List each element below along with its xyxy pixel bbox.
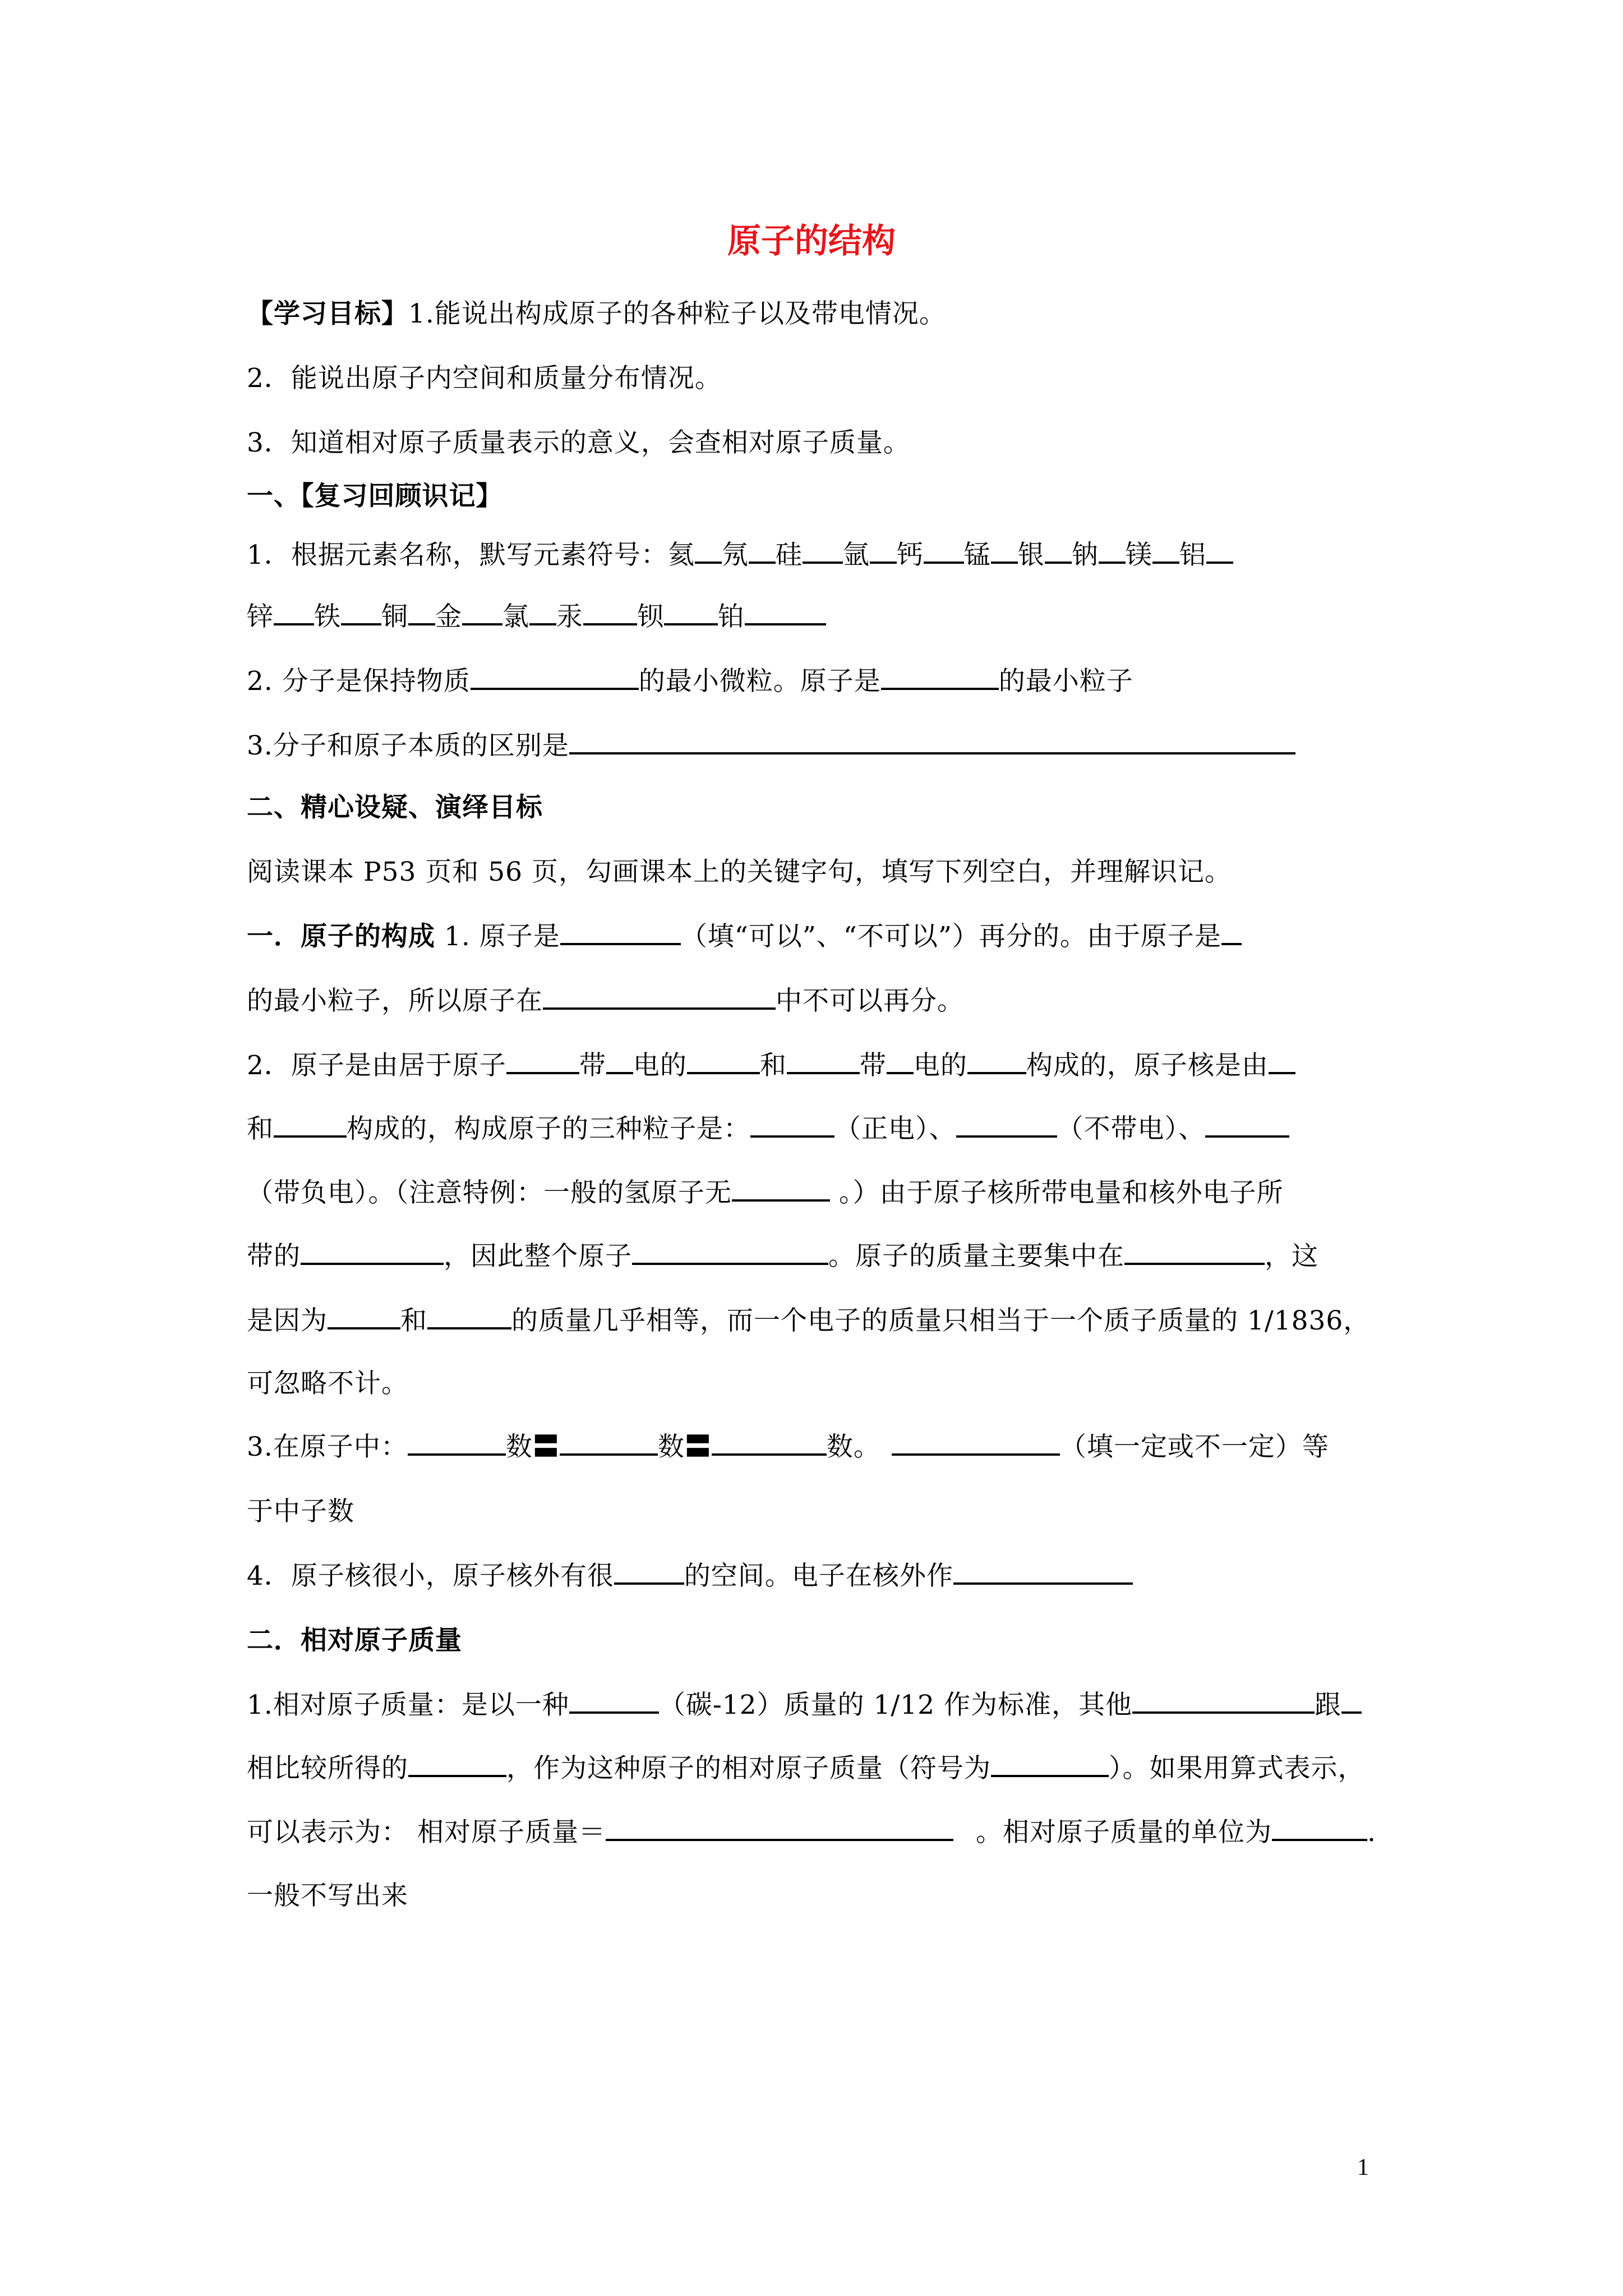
blank[interactable] xyxy=(427,1305,511,1329)
text-segment: 铁 xyxy=(314,601,341,632)
nucleus-space-line xyxy=(247,1557,1436,1596)
text-segment: 构成的，原子核是由 xyxy=(1026,1050,1269,1081)
text-segment: 的最小粒子，所以原子在 xyxy=(247,986,543,1016)
text-segment: 电的 xyxy=(633,1050,687,1081)
blank[interactable] xyxy=(606,1816,953,1841)
text-segment: 氯 xyxy=(502,601,529,632)
text-segment: 氖 xyxy=(721,540,749,570)
blank[interactable] xyxy=(408,1431,506,1456)
text-segment: （带负电）。（注意特例：一般的氢原子无 xyxy=(247,1177,732,1208)
atom-composition-line-1 xyxy=(247,917,1436,956)
blank[interactable] xyxy=(583,601,637,625)
text-segment: 。原子的质量主要集中在 xyxy=(828,1241,1124,1272)
blank[interactable] xyxy=(1205,1113,1289,1138)
blank[interactable] xyxy=(712,1431,827,1456)
text-segment: 一．原子的构成 xyxy=(247,921,435,952)
text-segment: 3.分子和原子本质的区别是 xyxy=(247,730,569,761)
atom-structure-line-2 xyxy=(247,1110,1436,1149)
atom-structure-line-1 xyxy=(247,1046,1436,1085)
text-segment: 的最小微粒。原子是 xyxy=(638,666,881,697)
text-segment: 1.能说出构成原子的各种粒子以及带电情况。 xyxy=(408,298,946,329)
text-segment: 锰 xyxy=(963,540,991,570)
text-segment: 4．原子核很小，原子核外有很 xyxy=(247,1561,614,1591)
text-segment: 钡 xyxy=(637,601,664,632)
text-segment: 电的 xyxy=(913,1050,967,1081)
blank[interactable] xyxy=(328,1305,400,1329)
objective-line-3: 3．知道相对原子质量表示的意义，会查相对原子质量。 xyxy=(247,427,910,458)
blank[interactable] xyxy=(560,921,681,945)
text-segment: 2. 分子是保持物质 xyxy=(247,666,471,697)
text-segment: 汞 xyxy=(556,601,583,632)
text-segment: 数。 xyxy=(826,1432,880,1462)
relative-mass-line-1 xyxy=(247,1686,1436,1725)
blank[interactable] xyxy=(614,1560,684,1585)
blank[interactable] xyxy=(732,1177,830,1202)
text-segment: 可以表示为： 相对原子质量＝ xyxy=(247,1817,606,1848)
blank[interactable] xyxy=(1221,921,1242,945)
blank[interactable] xyxy=(953,1560,1133,1585)
reading-instruction: 阅读课本 P53 页和 56 页，勾画课本上的关键字句，填写下列空白，并理解识记。 xyxy=(247,857,1232,887)
blank[interactable] xyxy=(408,1752,506,1777)
blank[interactable] xyxy=(1132,1689,1315,1714)
text-segment: 和 xyxy=(247,1114,274,1144)
text-segment: 相比较所得的 xyxy=(247,1753,408,1784)
page-number: 1 xyxy=(1357,2155,1369,2180)
text-segment: 1. 原子是 xyxy=(435,921,560,952)
atom-structure-line-3 xyxy=(247,1174,1436,1213)
text-segment: 钠 xyxy=(1071,540,1099,570)
blank[interactable] xyxy=(569,730,1295,754)
blank[interactable] xyxy=(341,601,381,625)
relative-mass-line-3 xyxy=(247,1813,1436,1852)
text-segment: 1.相对原子质量：是以一种 xyxy=(247,1690,569,1720)
text-segment: 带 xyxy=(859,1050,887,1081)
relative-mass-line-2 xyxy=(247,1749,1436,1788)
molecule-definition-line xyxy=(247,662,1436,701)
text-segment: 。）由于原子核所带电量和核外电子所 xyxy=(830,1177,1284,1208)
atom-numbers-line-2: 于中子数 xyxy=(247,1496,354,1527)
atom-structure-line-6: 可忽略不计。 xyxy=(247,1368,408,1399)
text-segment: （填“可以”、“不可以”）再分的。由于原子是 xyxy=(680,921,1221,952)
blank[interactable] xyxy=(892,1431,1060,1456)
text-segment: 带的 xyxy=(247,1241,301,1272)
text-segment: 数 xyxy=(657,1432,685,1462)
blank[interactable] xyxy=(471,665,639,690)
blank[interactable] xyxy=(1045,539,1072,564)
blank[interactable] xyxy=(1099,539,1126,564)
blank[interactable] xyxy=(569,1689,659,1714)
text-segment: 镁 xyxy=(1125,540,1152,570)
page-title: 原子的结构 xyxy=(727,222,896,261)
text-segment: 3.在原子中： xyxy=(247,1432,408,1462)
text-segment: 的质量几乎相等，而一个电子的质量只相当于一个质子质量的 1/1836， xyxy=(511,1305,1371,1336)
text-segment: 铝 xyxy=(1179,540,1206,570)
text-segment: 是因为 xyxy=(247,1305,328,1336)
blank[interactable] xyxy=(1152,539,1179,564)
blank[interactable] xyxy=(543,985,776,1010)
text-segment: 钙 xyxy=(896,540,924,570)
text-segment: 铜 xyxy=(381,601,408,632)
blank[interactable] xyxy=(529,601,556,625)
text-segment: （填一定或不一定）等 xyxy=(1059,1432,1329,1462)
text-segment: 1．根据元素名称，默写元素符号：氦 xyxy=(247,540,695,570)
blank[interactable] xyxy=(1341,1689,1362,1714)
element-symbols-line-2 xyxy=(247,597,1436,637)
objective-line-2: 2．能说出原子内空间和质量分布情况。 xyxy=(247,363,722,394)
atom-structure-line-4 xyxy=(247,1237,1436,1276)
blank[interactable] xyxy=(274,601,314,625)
blank[interactable] xyxy=(787,1050,860,1074)
blank[interactable] xyxy=(870,539,897,564)
text-segment: . xyxy=(1367,1817,1376,1848)
blank[interactable] xyxy=(1269,1050,1295,1074)
blank[interactable] xyxy=(887,1050,914,1074)
text-segment: 带 xyxy=(579,1050,606,1081)
blank[interactable] xyxy=(749,539,776,564)
section-heading-review: 一、【复习回顾识记】 xyxy=(247,481,503,512)
text-segment: 铂 xyxy=(718,601,745,632)
blank[interactable] xyxy=(1272,1816,1367,1841)
text-segment: 的最小粒子 xyxy=(998,666,1133,697)
blank[interactable] xyxy=(991,539,1018,564)
element-symbols-line-1 xyxy=(247,536,1436,575)
text-segment: 〓 xyxy=(684,1432,712,1462)
atom-structure-line-5 xyxy=(247,1301,1436,1341)
blank[interactable] xyxy=(664,601,718,625)
blank[interactable] xyxy=(924,539,964,564)
blank[interactable] xyxy=(881,665,999,690)
text-segment: （正电）、 xyxy=(834,1114,956,1144)
text-segment: 2．原子是由居于原子 xyxy=(247,1050,506,1081)
blank[interactable] xyxy=(408,601,435,625)
text-segment: ，作为这种原子的相对原子质量（符号为 xyxy=(506,1753,991,1784)
text-segment: 硅 xyxy=(775,540,803,570)
blank[interactable] xyxy=(1206,539,1233,564)
text-segment: 银 xyxy=(1017,540,1045,570)
blank[interactable] xyxy=(274,1113,347,1138)
text-segment: （碳-12）质量的 1/12 作为标准，其他 xyxy=(658,1690,1132,1720)
blank[interactable] xyxy=(632,1240,828,1265)
text-segment: 〓 xyxy=(532,1432,560,1462)
text-segment: 数 xyxy=(505,1432,533,1462)
atom-composition-line-2 xyxy=(247,982,1436,1021)
blank[interactable] xyxy=(750,1113,834,1138)
text-segment: 中不可以再分。 xyxy=(776,986,964,1016)
blank[interactable] xyxy=(967,1050,1026,1074)
blank[interactable] xyxy=(606,1050,633,1074)
text-segment: 构成的，构成原子的三种粒子是： xyxy=(347,1114,750,1144)
text-segment: ，因此整个原子 xyxy=(444,1241,632,1272)
relative-mass-line-4: 一般不写出来 xyxy=(247,1880,408,1911)
text-segment: 和 xyxy=(759,1050,787,1081)
text-segment: （不带电）、 xyxy=(1057,1114,1205,1144)
text-segment: 锌 xyxy=(247,601,274,632)
blank[interactable] xyxy=(803,539,843,564)
objective-line-1 xyxy=(247,295,1436,334)
blank[interactable] xyxy=(991,1752,1109,1777)
text-segment: 金 xyxy=(435,601,462,632)
section-heading-explore: 二、精心设疑、演绎目标 xyxy=(247,792,543,823)
blank[interactable] xyxy=(301,1240,444,1265)
text-segment: ，这 xyxy=(1265,1241,1318,1272)
blank[interactable] xyxy=(560,1431,658,1456)
blank[interactable] xyxy=(956,1113,1057,1138)
text-segment: 跟 xyxy=(1314,1690,1341,1720)
blank[interactable] xyxy=(1124,1240,1265,1265)
blank[interactable] xyxy=(695,539,722,564)
text-segment: 【学习目标】 xyxy=(247,298,408,329)
text-segment: 的空间。电子在核外作 xyxy=(684,1561,953,1591)
text-segment: 。相对原子质量的单位为 xyxy=(975,1817,1272,1848)
blank[interactable] xyxy=(745,601,826,625)
text-segment: ）。如果用算式表示， xyxy=(1109,1753,1365,1784)
section-heading-relative-mass: 二．相对原子质量 xyxy=(247,1625,462,1656)
blank[interactable] xyxy=(687,1050,760,1074)
blank[interactable] xyxy=(506,1050,579,1074)
text-segment: 和 xyxy=(400,1305,427,1336)
text-segment: 氩 xyxy=(842,540,870,570)
atom-numbers-line-1 xyxy=(247,1428,1436,1467)
difference-line xyxy=(247,726,1436,766)
blank[interactable] xyxy=(462,601,502,625)
